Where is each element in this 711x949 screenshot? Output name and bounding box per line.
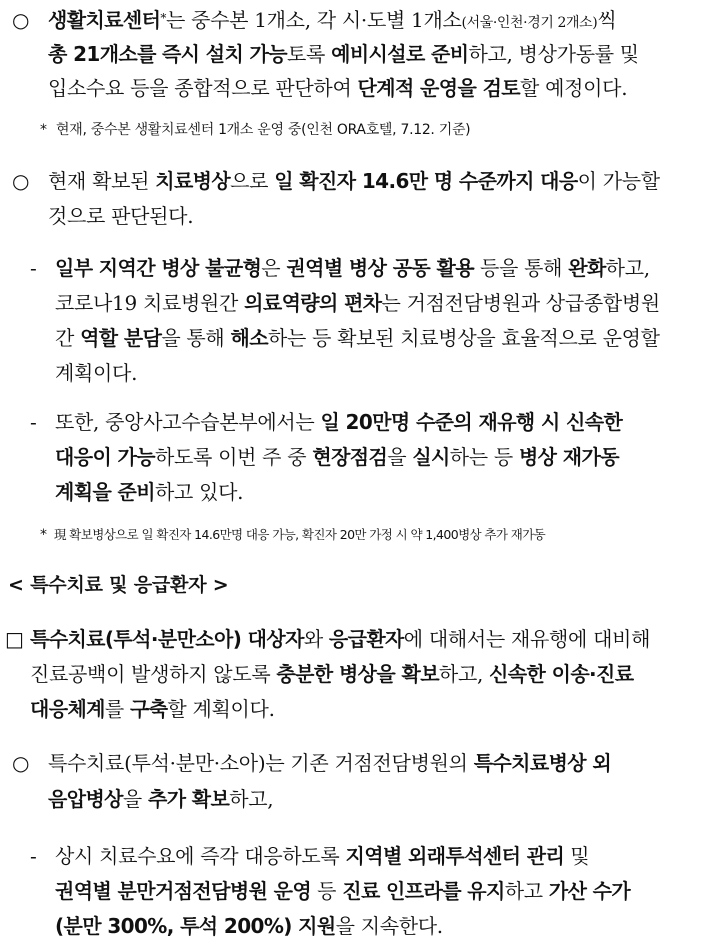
p3-line4: 계획이다. [55,361,138,385]
dash-bullet: - [30,844,37,868]
p4-line1: 또한, 중앙사고수습본부에서는 일 20만명 수준의 재유행 시 신속한 [55,410,623,434]
p5-line1: 특수치료(투석·분만소아) 대상자와 응급환자에 대해서는 재유행에 대비해 [30,627,651,651]
p6-line2: 음압병상을 추가 확보하고, [48,787,274,811]
p6-line1: 특수치료(투석·분만·소아)는 기존 거점전담병원의 특수치료병상 외 [48,751,612,775]
p3-line2: 코로나19 치료병원간 의료역량의 편차는 거점전담병원과 상급종합병원 [55,291,660,315]
square-bullet: □ [5,627,24,651]
section-heading: < 특수치료 및 응급환자 > [8,574,229,596]
dash-bullet: - [30,410,37,434]
p7-line3: (분만 300%, 투석 200%) 지원을 지속한다. [55,914,443,938]
circle-bullet: ○ [12,169,30,193]
p1-line2: 총 21개소를 즉시 설치 가능토록 예비시설로 준비하고, 병상가동률 및 [48,42,639,66]
p2-line1: 현재 확보된 치료병상으로 일 확진자 14.6만 명 수준까지 대응이 가능할 [48,169,660,193]
p1-line3: 입소수요 등을 종합적으로 판단하여 단계적 운영을 검토할 예정이다. [48,76,628,100]
p4-line3: 계획을 준비하고 있다. [55,480,244,504]
p7-line1: 상시 치료수요에 즉각 대응하도록 지역별 외래투석센터 관리 및 [55,844,590,868]
p3-line1: 일부 지역간 병상 불균형은 권역별 병상 공동 활용 등을 통해 완화하고, [55,256,650,280]
circle-bullet: ○ [12,751,30,775]
circle-bullet: ○ [12,8,30,32]
asterisk-marker: * [40,122,47,138]
p1-line1: 생활치료센터*는 중수본 1개소, 각 시·도별 1개소(서울·인천·경기 2개소)씩 [48,8,617,32]
footnote-text: 현재, 중수본 생활치료센터 1개소 운영 중(인천 ORA호텔, 7.12. 기준) [56,122,471,138]
footnote-marker: * [160,11,167,25]
p3-line3: 간 역할 분담을 통해 해소하는 등 확보된 치료병상을 효율적으로 운영할 [55,326,660,350]
asterisk-marker: * [40,527,47,543]
dash-bullet: - [30,256,37,280]
p5-line3: 대응체계를 구축할 계획이다. [30,697,275,721]
term-life-treatment-center: 생활치료센터 [48,8,161,32]
p4-line2: 대응이 가능하도록 이번 주 중 현장점검을 실시하는 등 병상 재가동 [55,445,619,469]
p2-line2: 것으로 판단된다. [48,204,194,228]
p5-line2: 진료공백이 발생하지 않도록 충분한 병상을 확보하고, 신속한 이송·진료 [30,662,634,686]
p7-line2: 권역별 분만거점전담병원 운영 등 진료 인프라를 유지하고 가산 수가 [55,879,631,903]
footnote-text: 現 확보병상으로 일 확진자 14.6만명 대응 가능, 확진자 20만 가정 시 약 1,400병상 추가 재가동 [54,527,546,542]
